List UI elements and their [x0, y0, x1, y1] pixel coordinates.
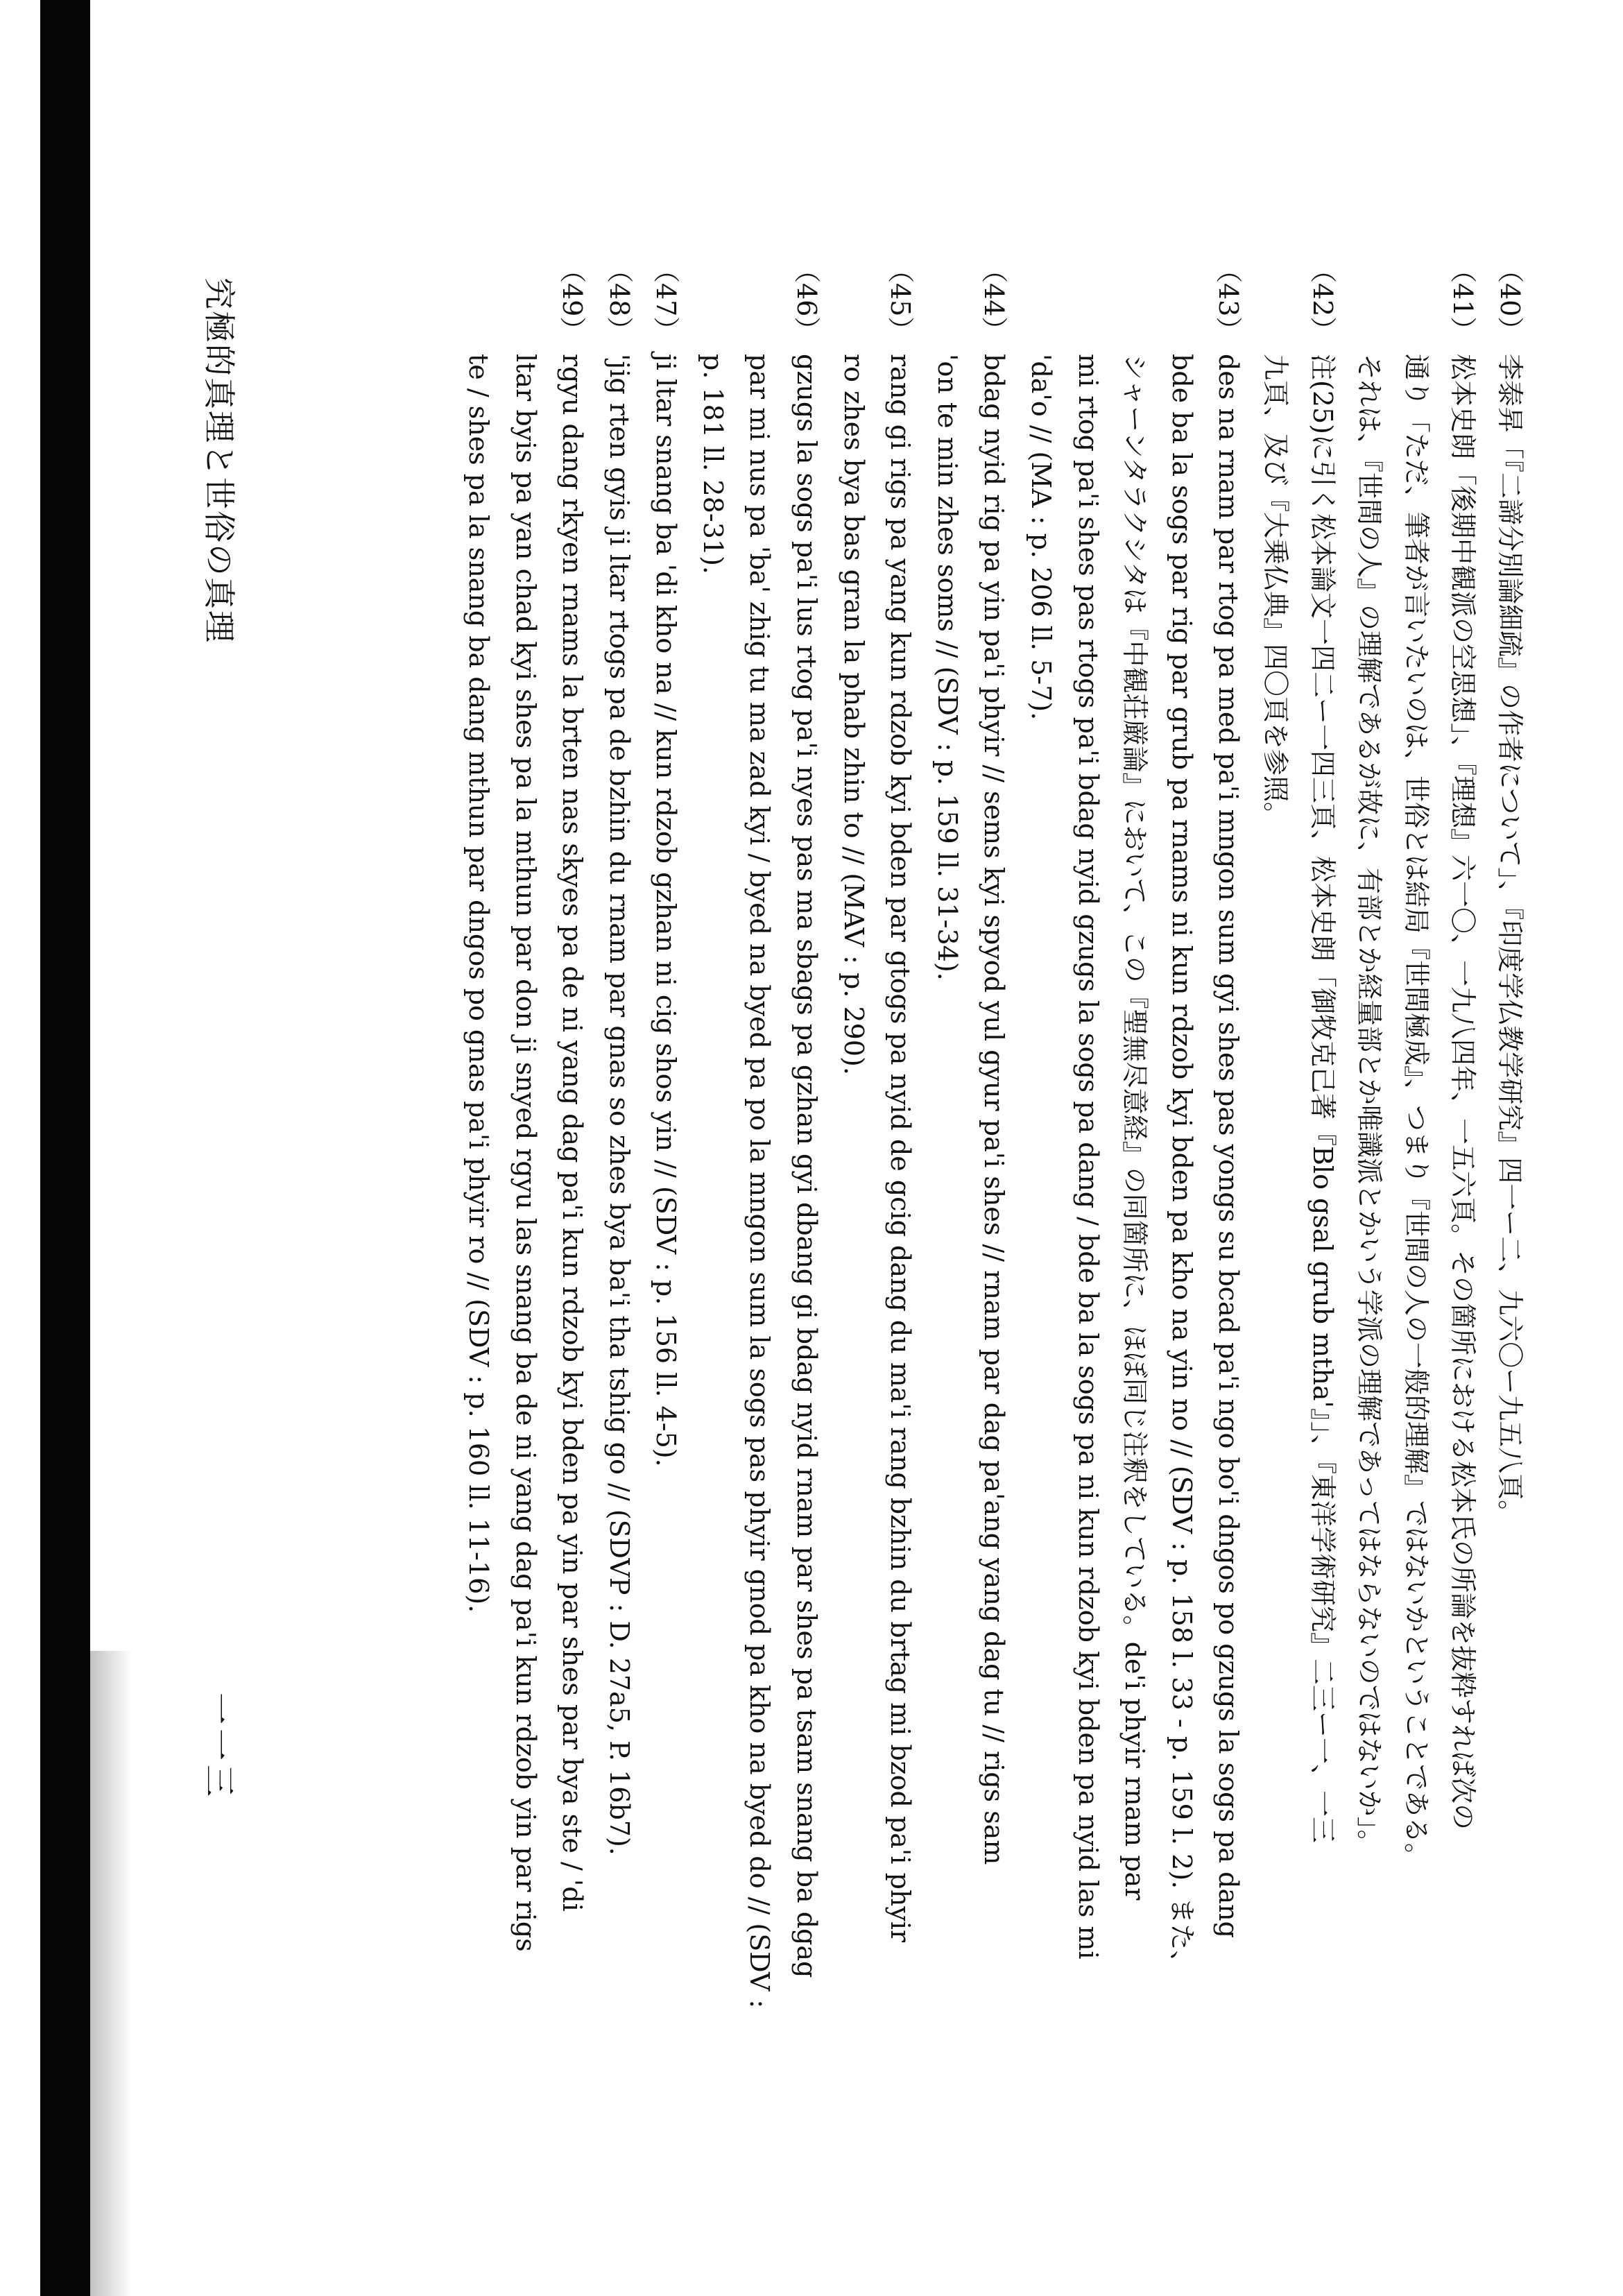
endnote-number: （48） [603, 257, 635, 343]
endnote-number: （40） [1495, 257, 1525, 343]
endnote-number: （47） [651, 257, 682, 343]
endnote [923, 257, 1017, 2185]
endnote-number: （45） [885, 257, 916, 343]
endnote-text-line: bdag nyid rig pa yin pa'i phyir // sems kyi spyod yul gyur pa'i shes // rnam par dag pa'ang yang dag tu // rigs sam [979, 354, 1010, 1865]
endnote-text-line: mi rtog pa'i shes pas rtogs pa'i bdag nyid gzugs la sogs pa dang / bde ba la sogs pa ni kun rdzob kyi bden pa nyid las mi [1072, 354, 1104, 1960]
endnote-text-line: des na rnam par rtog pa med pa'i mngon sum gyi shes pas yongs su bcad pa'i ngo bo'i dngos po gzugs la sogs pa dang [1213, 354, 1244, 1938]
endnote-text-line: それは、『世間の人』の理解であるが故に、有部とか経量部とか唯識派とかいう学派の理解であってはならないのではないか」。 [1354, 354, 1385, 1856]
endnote-text-line: 'on te min zhes soms // (SDV : p. 159 ll. 31-34). [931, 354, 963, 981]
endnote-text-line: 'jig rten gyis ji ltar rtogs pa de bzhin du rnam par gnas so zhes bya ba'i tha tshig go // (SDVP : D. 27a5, P. 16b7). [603, 354, 635, 1856]
endnote-text-line: 九頁、及び『大乗仏典』四〇頁を参照。 [1260, 354, 1291, 829]
endnote-text-line: シャーンタラクシタは『中観荘厳論』において、この『聖無尽意経』の同箇所に、ほぼ同じ注釈をしている。de'i phyir rnam par [1119, 354, 1151, 1901]
endnote-number: （49） [557, 257, 588, 343]
endnote-number: （42） [1307, 257, 1338, 343]
endnote [830, 257, 923, 2185]
endnote-number: （41） [1448, 257, 1479, 343]
endnote [1346, 257, 1486, 2185]
endnote-text-line: 'da'o // (MA : p. 206 ll. 5-7). [1026, 354, 1057, 721]
endnote [454, 257, 595, 2185]
endnote-text-line: rgyu dang rkyen rnams la brten nas skyes pa de ni yang dag pa'i kun rdzob kyi bden pa yin par shes par bya ste / 'di [557, 354, 588, 1912]
endnote [642, 257, 689, 2185]
endnote [1486, 257, 1533, 2185]
endnote-text-line: gzugs la sogs pa'i lus rtog pa'i nyes pas ma sbags pa gzhan gyi dbang gi bdag nyid rnam par shes pa tsam snang ba dgag [791, 354, 823, 1978]
endnote-text-line: 李泰昇「『二諦分別論細疏』の作者について」、『印度学仏教学研究』四一ー二、九六〇ー九五八頁。 [1495, 354, 1525, 1527]
endnote-text-line: par mi nus pa 'ba' zhig tu ma zad kyi / byed na byed pa po la mngon sum la sogs pas phyir gnod pa kho na byed do // (SDV : [744, 354, 775, 2009]
running-title: 究極的真理と世俗の真理 [200, 277, 238, 644]
page-number: 一一三 [200, 1693, 238, 1801]
endnote-text-line: p. 181 ll. 28-31). [697, 354, 728, 575]
endnotes-block [454, 257, 1533, 2185]
endnote-text-line: ro zhes bya bas gran la phab zhin to // (MAV : p. 290). [838, 354, 869, 1075]
endnote-number: （43） [1213, 257, 1244, 343]
endnote [1017, 257, 1251, 2185]
endnote-text-line: bde ba la sogs par rig par grub pa rnams ni kun rdzob kyi bden pa kho na yin no // (SDV : p. 158 l. 33 - p. 159 l. 2). また、 [1166, 354, 1197, 1977]
endnote-number: （46） [791, 257, 823, 343]
endnote [689, 257, 830, 2185]
endnote-text-line: rang gi rigs pa yang kun rdzob kyi bden par gtogs pa nyid de gcig dang du ma'i rang bzhin du brtag mi bzod pa'i phyir [885, 354, 916, 1943]
endnote [1251, 257, 1345, 2185]
endnote-number: （44） [979, 257, 1010, 343]
endnote-text-line: 通り「ただ、筆者が言いたいのは、世俗とは結局『世間極成』、つまり『世間の人の一般的理解』ではないかということである。 [1400, 354, 1432, 1870]
endnote [595, 257, 642, 2185]
endnote-text-line: 注(25)に引く松本論文一四二ー一四三頁、松本史朗「御牧克己著『Blo gsal grub mtha'』」、『東洋学術研究』二三ー一、一三 [1307, 354, 1338, 1844]
endnote-text-line: ji ltar snang ba 'di kho na // kun rdzob gzhan ni cig shos yin // (SDV : p. 156 ll. 4-5). [651, 354, 682, 1467]
endnote-text-line: 松本史朗「後期中観派の空思想」、『理想』六一〇、一九八四年、一五六頁。その箇所における松本氏の所論を抜粋すれば次の [1448, 354, 1479, 1831]
endnote-text-line: te / shes pa la snang ba dang mthun par dngos po gnas pa'i phyir ro // (SDV : p. 160 ll. 11-16). [463, 354, 494, 1613]
endnote-text-line: ltar byis pa yan chad kyi shes pa la mthun par don ji snyed rgyu las snang ba de ni yang dag pa'i kun rdzob yin par rigs [510, 354, 541, 1952]
